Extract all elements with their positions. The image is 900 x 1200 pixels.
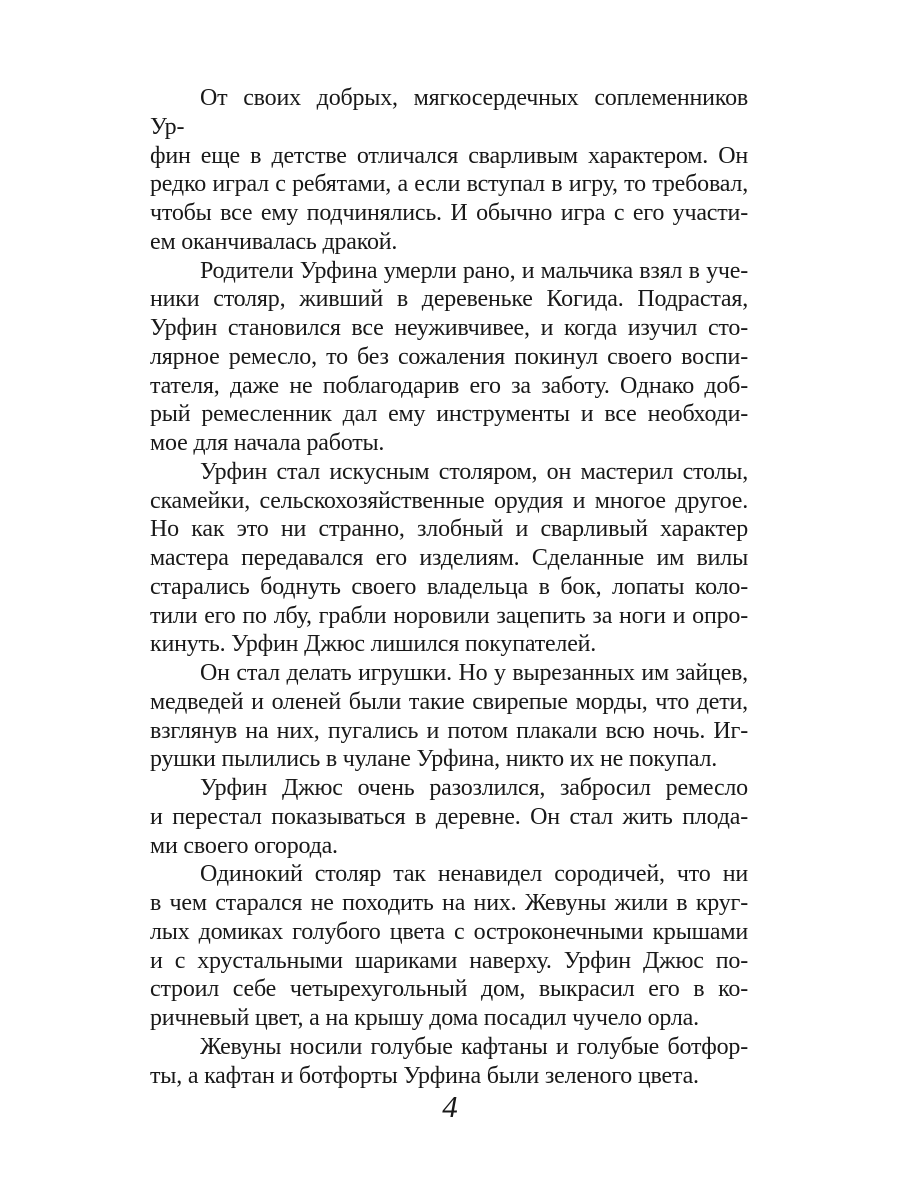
paragraph [150, 458, 748, 659]
text-line: мое для начала работы. [150, 430, 385, 456]
text-line: Жевуны носили голубые кафтаны и голубые ботфор- [200, 1033, 748, 1060]
text-line: фин еще в детстве отличался сварливым характером. Он [150, 142, 748, 169]
paragraph [150, 1033, 748, 1091]
text-line: кинуть. Урфин Джюс лишился покупателей. [150, 631, 597, 658]
text-line: редко играл с ребятами, а если вступал в игру, то требовал, [150, 171, 748, 198]
text-line: лых домиках голубого цвета с остроконечными крышами [150, 918, 748, 945]
paragraph [150, 774, 748, 860]
text-line: скамейки, сельскохозяйственные орудия и многое другое. [150, 487, 748, 514]
paragraph [150, 257, 748, 458]
text-line: Родители Урфина умерли рано, и мальчика взял в уче- [200, 257, 748, 284]
text-line: и перестал показываться в деревне. Он стал жить плода- [150, 803, 748, 830]
text-line: строил себе четырехугольный дом, выкрасил его в ко- [150, 976, 748, 1003]
page-text [150, 84, 748, 1090]
text-line: рушки пылились в чулане Урфина, никто их не покупал. [150, 746, 718, 773]
text-line: ем оканчивалась дракой. [150, 228, 398, 255]
text-line: в чем старался не походить на них. Жевуны жили в круг- [150, 890, 748, 916]
text-line: ричневый цвет, а на крышу дома посадил чучело орла. [150, 1005, 699, 1031]
text-line: и с хрустальными шариками наверху. Урфин Джюс по- [150, 947, 748, 974]
paragraph [150, 84, 748, 257]
text-line: Одинокий столяр так ненавидел сородичей, что ни [200, 861, 748, 888]
text-line: тателя, даже не поблагодарив его за заботу. Однако доб- [150, 372, 748, 399]
text-line: старались боднуть своего владельца в бок, лопаты коло- [150, 573, 748, 600]
text-line: рый ремесленник дал ему инструменты и все необходи- [150, 401, 748, 428]
text-line: чтобы все ему подчинялись. И обычно игра с его участи- [150, 200, 748, 226]
text-line: Урфин становился все неуживчивее, и когда изучил сто- [150, 315, 748, 341]
paragraph [150, 659, 748, 774]
text-line: Он стал делать игрушки. Но у вырезанных им зайцев, [200, 660, 748, 686]
page-number: 4 [442, 1089, 458, 1124]
text-line: От своих добрых, мягкосердечных соплеменников Ур- [150, 85, 748, 140]
text-line: ми своего огорода. [150, 832, 338, 859]
text-line: Урфин стал искусным столяром, он мастерил столы, [200, 458, 748, 485]
text-line: медведей и оленей были такие свирепые морды, что дети, [150, 688, 748, 715]
text-line: взглянув на них, пугались и потом плакали всю ночь. Иг- [150, 717, 748, 744]
text-line: Но как это ни странно, злобный и сварливый характер [150, 516, 748, 543]
text-line: тили его по лбу, грабли норовили зацепить за ноги и опро- [150, 602, 748, 629]
text-line: лярное ремесло, то без сожаления покинул своего воспи- [150, 343, 748, 370]
text-line: ники столяр, живший в деревеньке Когида. Подрастая, [150, 286, 748, 313]
paragraph [150, 860, 748, 1033]
text-line: мастера передавался его изделиям. Сделанные им вилы [150, 545, 748, 571]
text-line: Урфин Джюс очень разозлился, забросил ремесло [200, 775, 748, 801]
text-line: ты, а кафтан и ботфорты Урфина были зеленого цвета. [150, 1062, 699, 1089]
